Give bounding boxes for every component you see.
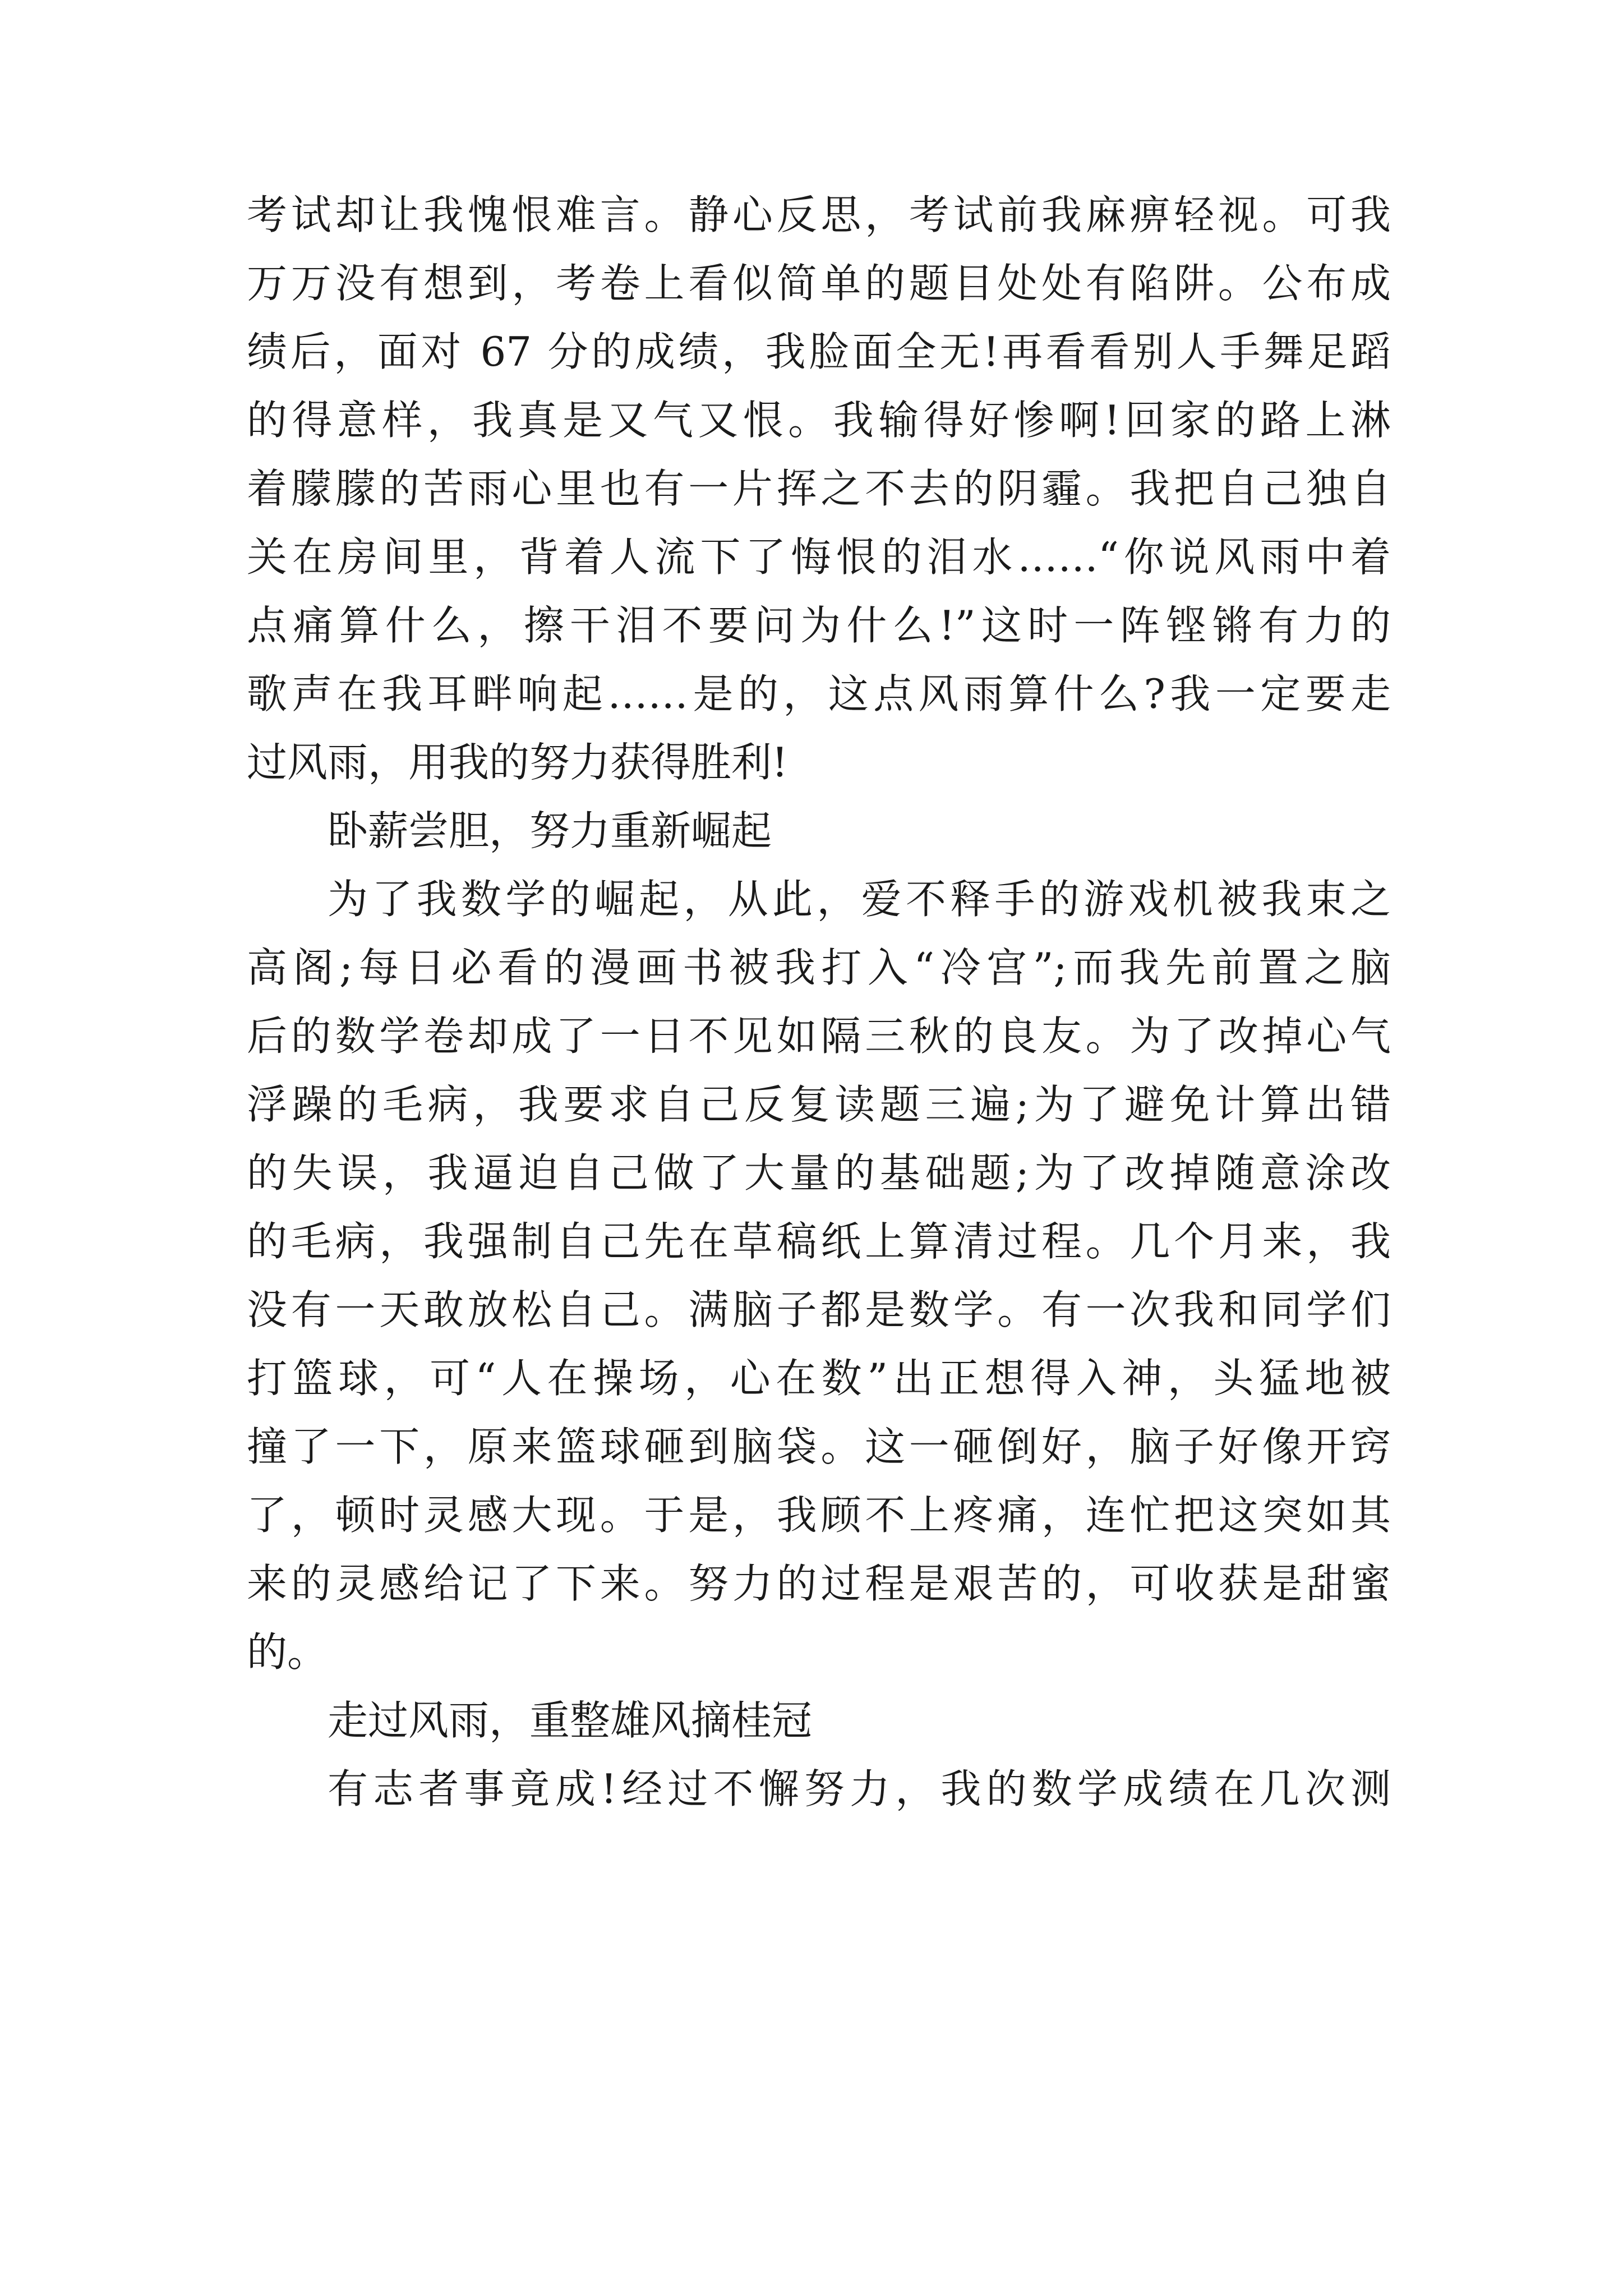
text-line: 歌声在我耳畔响起……是的，这点风雨算什么?我一定要走 [247,670,1391,717]
text-line: 的得意样，我真是又气又恨。我输得好惨啊!回家的路上淋 [247,397,1391,444]
text-line: 过风雨，用我的努力获得胜利! [247,739,788,786]
text-line: 着朦朦的苦雨心里也有一片挥之不去的阴霾。我把自己独自 [247,465,1391,512]
text-line: 浮躁的毛病，我要求自己反复读题三遍;为了避免计算出错 [247,1081,1391,1128]
text-line: 考试却让我愧恨难言。静心反思，考试前我麻痹轻视。可我 [247,191,1391,238]
text-line: 来的灵感给记了下来。努力的过程是艰苦的，可收获是甜蜜 [247,1560,1391,1607]
heading-text: 走过风雨，重整雄风摘桂冠 [328,1697,813,1744]
text-line: 绩后，面对 67 分的成绩，我脸面全无!再看看别人手舞足蹈 [247,328,1391,375]
text-line: 后的数学卷却成了一日不见如隔三秋的良友。为了改掉心气 [247,1013,1391,1060]
section-heading-effort [247,797,1391,865]
text-line: 的毛病，我强制自己先在草稿纸上算清过程。几个月来，我 [247,1218,1391,1265]
text-line: 的。 [247,1628,328,1676]
text-line: 万万没有想到，考卷上看似简单的题目处处有陷阱。公布成 [247,260,1391,307]
text-line: 高阁;每日必看的漫画书被我打入“冷宫”;而我先前置之脑 [247,944,1391,991]
text-line: 点痛算什么，擦干泪不要问为什么!”这时一阵铿锵有力的 [247,602,1391,649]
paragraph-exam-reflection [247,181,1391,797]
text-line: 打篮球，可“人在操场，心在数”出正想得入神，头猛地被 [247,1355,1391,1402]
paragraph-success [247,1755,1391,1823]
text-line: 有志者事竟成!经过不懈努力，我的数学成绩在几次测 [328,1765,1391,1812]
text-line: 没有一天敢放松自己。满脑子都是数学。有一次我和同学们 [247,1286,1391,1333]
section-heading-success [247,1686,1391,1755]
text-line: 了，顿时灵感大现。于是，我顾不上疼痛，连忙把这突如其 [247,1492,1391,1539]
text-line: 关在房间里，背着人流下了悔恨的泪水……“你说风雨中着 [247,533,1391,581]
body-text [247,181,1391,1823]
text-line: 为了我数学的崛起，从此，爱不释手的游戏机被我束之 [328,876,1391,923]
heading-text: 卧薪尝胆，努力重新崛起 [328,807,772,854]
paragraph-effort [247,865,1391,1686]
text-line: 的失误，我逼迫自己做了大量的基础题;为了改掉随意涂改 [247,1149,1391,1197]
text-line: 撞了一下，原来篮球砸到脑袋。这一砸倒好，脑子好像开窍 [247,1423,1391,1470]
